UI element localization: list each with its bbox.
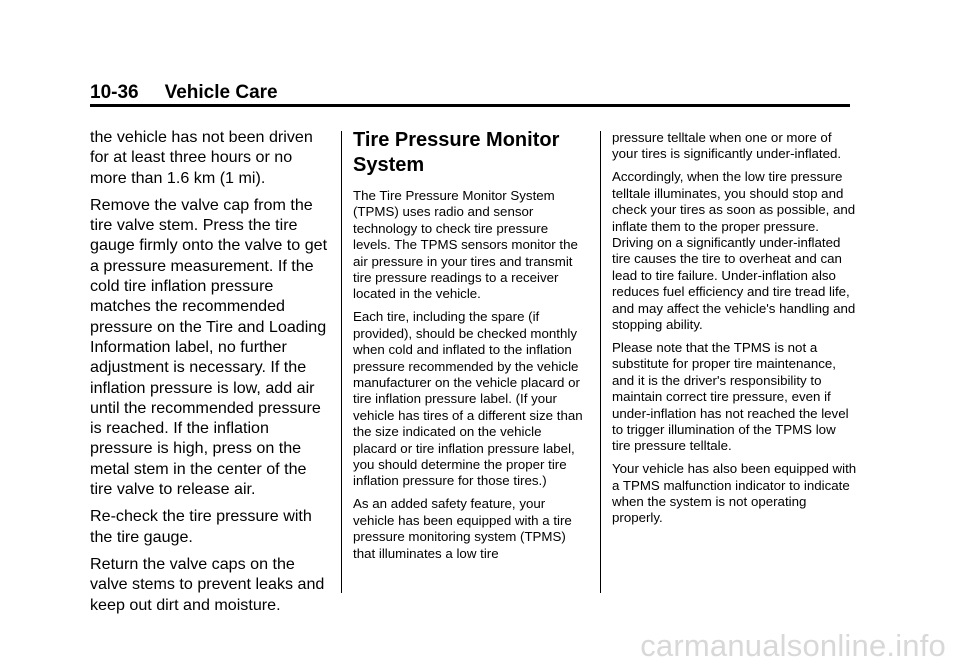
column-2-paragraph: As an added safety feature, your vehicle has been equipped with a tire pressure monitoring system (TPMS) that illuminates a low tire xyxy=(353,496,572,561)
column-3-paragraph: Your vehicle has also been equipped with a TPMS malfunction indicator to indicate when the system is not operating properly. xyxy=(612,461,857,526)
column-1-paragraph: Remove the valve cap from the tire valve stem. Press the tire gauge firmly onto the valve to get a pressure measurement. If the cold tire inflation pressure matches the recommended pressure on the Tire and Loading Information label, no further adjustment is necessary. If the inflation pressure is low, add air until the recommended pressure is reached. If the inflation pressure is high, press on the metal stem in the center of the tire valve to release air. xyxy=(90,195,328,499)
column-3-paragraph: Accordingly, when the low tire pressure telltale illuminates, you should stop and check your tires as soon as possible, and inflate them to the proper pressure. Driving on a significantly under-inflated tire causes the tire to overheat and can lead to tire failure. Under-inflation also reduces fuel efficiency and tire tread life, and may affect the vehicle's handling and stopping ability. xyxy=(612,169,856,332)
page-header xyxy=(90,82,278,104)
column-1-paragraph: Re-check the tire pressure with the tire gauge. xyxy=(90,507,312,546)
column-1-paragraph: Return the valve caps on the valve stems to prevent leaks and keep out dirt and moisture. xyxy=(90,554,325,614)
column-3-paragraph: pressure telltale when one or more of your tires is significantly under-inflated. xyxy=(612,130,842,162)
column-2-paragraph: The Tire Pressure Monitor System (TPMS) uses radio and sensor technology to check tire pressure levels. The TPMS sensors monitor the air pressure in your tires and transmit tire pressure readings to a receiver located in the vehicle. xyxy=(353,188,578,302)
column-2 xyxy=(353,128,588,568)
column-3-paragraph: Please note that the TPMS is not a substitute for proper tire maintenance, and it is the driver's responsibility to maintain correct tire pressure, even if under-inflation has not reached the level to trigger illumination of the TPMS low tire pressure telltale. xyxy=(612,339,849,454)
column-divider xyxy=(341,131,342,593)
column-1-paragraph: the vehicle has not been driven for at least three hours or no more than 1.6 km (1 mi). xyxy=(90,128,313,187)
watermark: carmanualsonline.info xyxy=(640,628,946,663)
column-2-paragraph: Each tire, including the spare (if provided), should be checked monthly when cold and inflated to the inflation pressure recommended by the vehicle manufacturer on the vehicle placard or tire inflation pressure label. (If your vehicle has tires of a different size than the size indicated on the vehicle placard or tire inflation pressure label, you should determine the proper tire inflation pressure for those tires.) xyxy=(353,309,583,489)
column-1 xyxy=(90,127,330,622)
column-divider xyxy=(600,131,601,593)
section-title: Vehicle Care xyxy=(164,82,278,103)
column-3 xyxy=(612,130,857,533)
page-number: 10-36 xyxy=(90,82,139,103)
header-rule xyxy=(90,104,850,107)
section-heading: Tire Pressure Monitor System xyxy=(353,129,560,176)
